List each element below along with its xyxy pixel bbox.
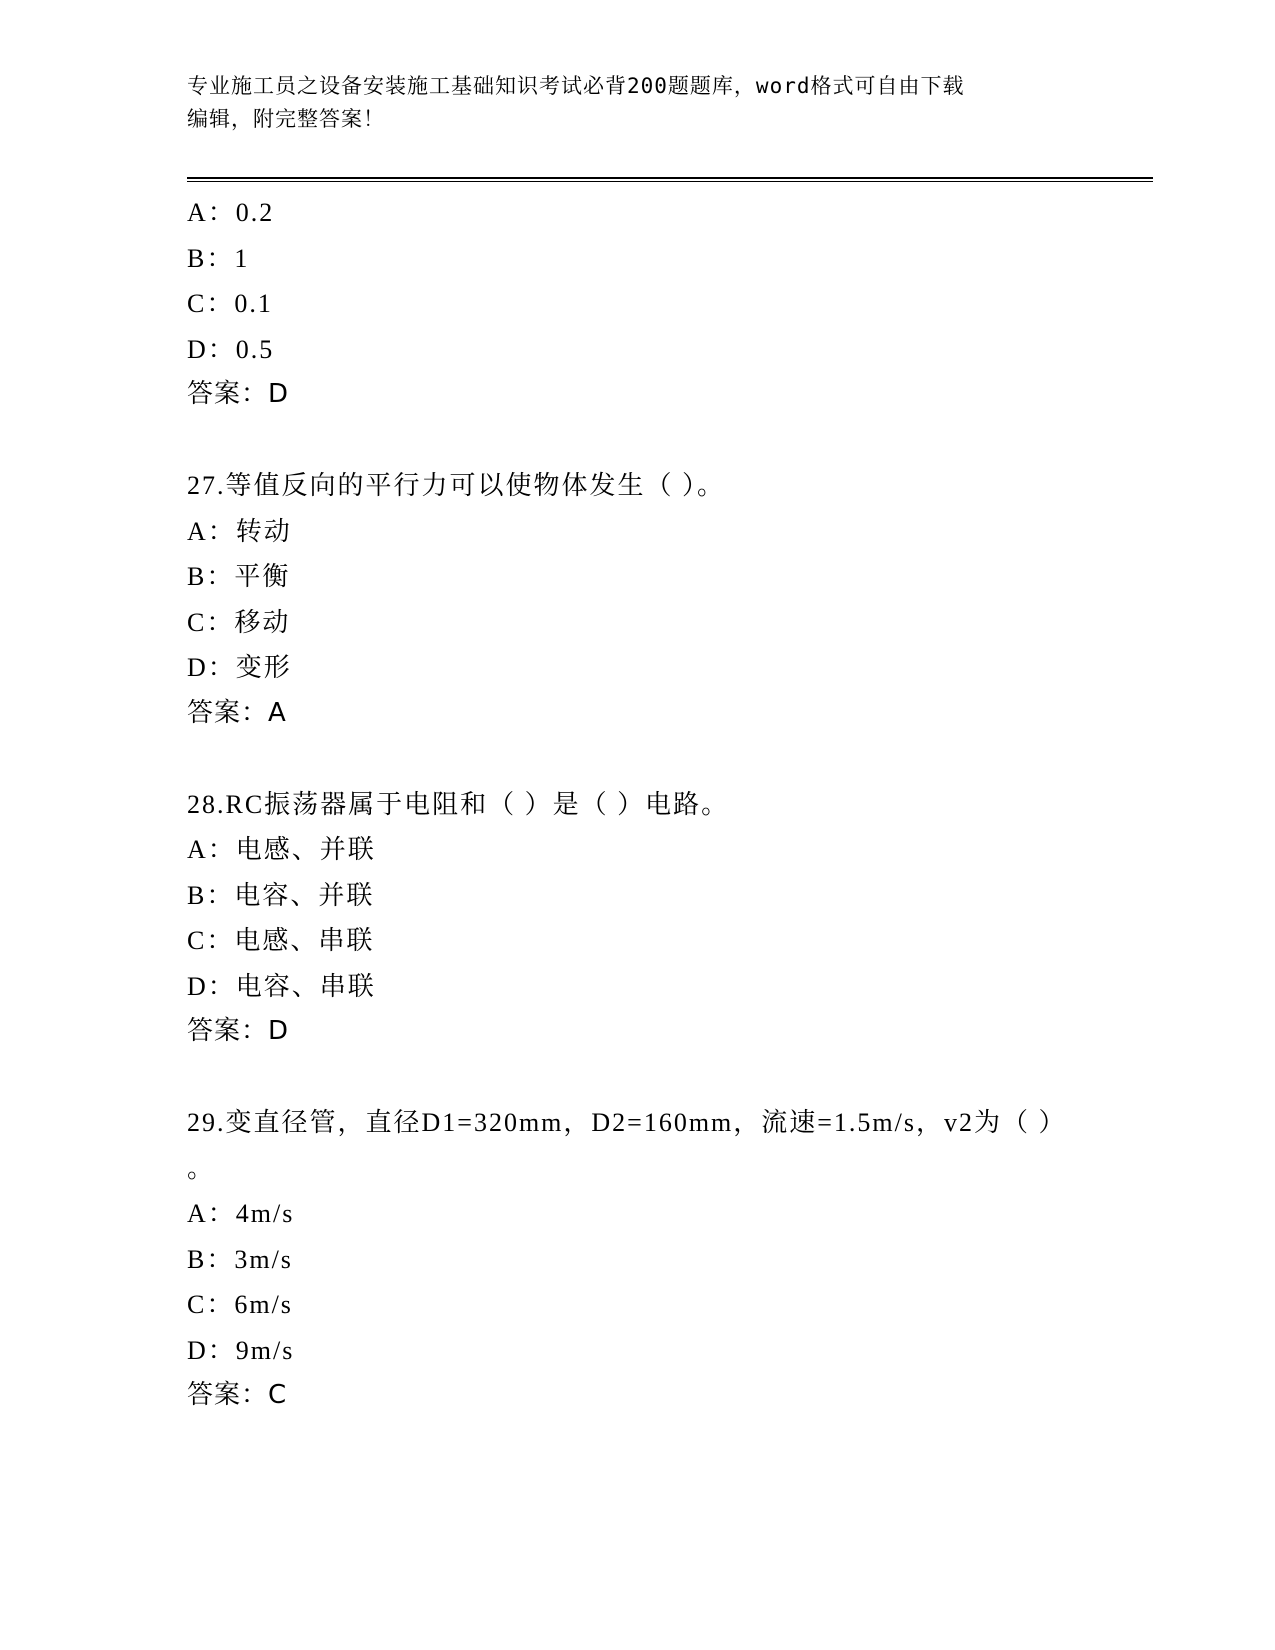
header-divider bbox=[187, 177, 1153, 182]
answer: 答案：D bbox=[187, 379, 290, 409]
option-c: C：电感、串联 bbox=[187, 926, 375, 955]
option-a: A：0.2 bbox=[187, 198, 275, 227]
option-c: C：移动 bbox=[187, 607, 291, 637]
question-text: 27.等值反向的平行力可以使物体发生（ ）。 bbox=[187, 471, 726, 500]
spacer bbox=[187, 736, 1153, 782]
option-b: B：1 bbox=[187, 243, 250, 273]
answer: 答案：C bbox=[187, 1380, 288, 1410]
option-d: D：9m/s bbox=[187, 1335, 295, 1365]
option-c: C：6m/s bbox=[187, 1290, 293, 1319]
document-header bbox=[187, 70, 1087, 136]
spacer bbox=[187, 418, 1153, 464]
spacer bbox=[187, 1055, 1153, 1101]
option-b: B：3m/s bbox=[187, 1244, 293, 1274]
option-d: D：电容、串联 bbox=[187, 971, 376, 1001]
question-27 bbox=[187, 463, 1153, 736]
question-29 bbox=[187, 1100, 1153, 1419]
question-26-tail bbox=[187, 190, 1153, 418]
document-body bbox=[187, 190, 1153, 1419]
question-text: 28.RC振荡器属于电阻和（ ）是（ ）电路。 bbox=[187, 789, 730, 819]
question-text-continuation: 。 bbox=[187, 1153, 214, 1183]
question-28 bbox=[187, 782, 1153, 1055]
option-a: A：电感、并联 bbox=[187, 835, 376, 864]
option-a: A：4m/s bbox=[187, 1199, 295, 1228]
option-b: B：平衡 bbox=[187, 562, 291, 591]
option-a: A：转动 bbox=[187, 516, 292, 546]
option-d: D：变形 bbox=[187, 653, 292, 682]
header-title-line-1: 专业施工员之设备安装施工基础知识考试必背200题题库，word格式可自由下载 bbox=[187, 74, 965, 98]
question-text: 29.变直径管，直径D1=320mm，D2=160mm，流速=1.5m/s，v2为（ ） bbox=[187, 1108, 1067, 1137]
header-title-line-2: 编辑，附完整答案！ bbox=[187, 107, 385, 131]
option-c: C：0.1 bbox=[187, 289, 273, 318]
answer: 答案：A bbox=[187, 697, 287, 728]
answer: 答案：D bbox=[187, 1016, 290, 1046]
option-d: D：0.5 bbox=[187, 334, 275, 364]
option-b: B：电容、并联 bbox=[187, 880, 375, 910]
